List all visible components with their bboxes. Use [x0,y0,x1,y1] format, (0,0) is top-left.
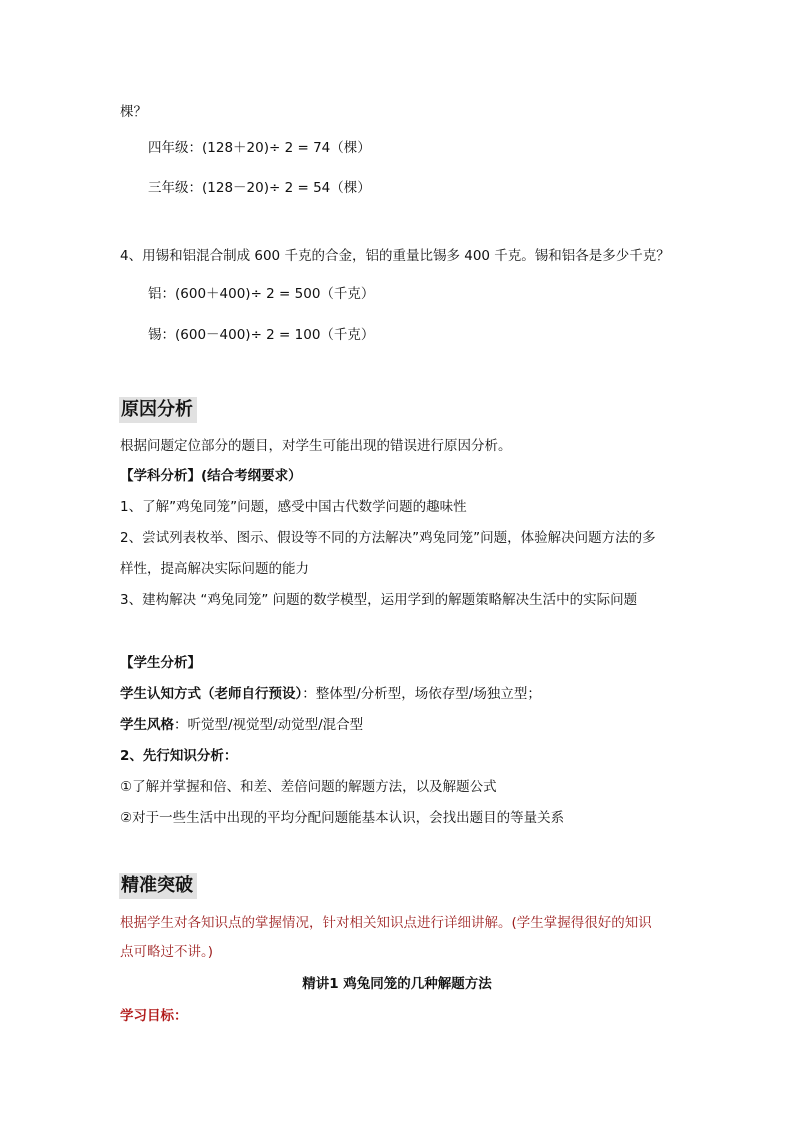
list-item: 3、建构解决 “鸡兔同笼” 问题的数学模型，运用学到的解题策略解决生活中的实际问题 [120,592,638,608]
text-line: 棵？ [120,104,147,120]
paragraph: 根据问题定位部分的题目，对学生可能出现的错误进行原因分析。 [120,438,512,454]
answer-line: 铝：(600＋400)÷ 2 = 500（千克） [148,286,375,302]
paragraph [120,684,541,704]
answer-line: 锡：(600－400)÷ 2 = 100（千克） [148,327,375,343]
label: 学生认知方式（老师自行预设） [120,686,303,702]
paragraph: 根据学生对各知识点的掌握情况，针对相关知识点进行详细讲解。(学生掌握得很好的知识 [120,915,652,931]
question-4: 4、用锡和铝混合制成 600 千克的合金，铝的重量比锡多 400 千克。锡和铝各是多少千克？ [120,248,670,264]
answer-line: 三年级：(128－20)÷ 2 = 54（棵） [148,180,371,196]
paragraph [120,715,363,735]
subsection-heading: 【学科分析】(结合考纲要求） [120,468,302,484]
section-heading-breakthrough: 精准突破 [119,873,197,899]
answer-line: 四年级：(128＋20)÷ 2 = 74（棵） [148,140,371,156]
paragraph-continuation: 点可略过不讲。) [120,944,214,960]
list-item: ②对于一些生活中出现的平均分配问题能基本认识，会找出题目的等量关系 [120,810,565,826]
objective-label: 学习目标： [120,1008,188,1024]
value: ：听觉型/视觉型/动觉型/混合型 [174,717,364,733]
label: 学生风格 [120,717,174,733]
lecture-title: 精讲1 鸡兔同笼的几种解题方法 [302,976,492,992]
list-item: ①了解并掌握和倍、和差、差倍问题的解题方法，以及解题公式 [120,779,497,795]
subsection-heading: 【学生分析】 [120,655,201,671]
value: ：整体型/分析型，场依存型/场独立型； [302,686,541,702]
section-heading-cause: 原因分析 [119,397,197,423]
list-item: 1、了解”鸡兔同笼”问题，感受中国古代数学问题的趣味性 [120,499,467,515]
list-item-continuation: 样性，提高解决实际问题的能力 [120,561,309,577]
list-item: 2、尝试列表枚举、图示、假设等不同的方法解决”鸡兔同笼”问题，体验解决问题方法的多 [120,530,656,546]
subsection-heading: 2、先行知识分析： [120,748,238,764]
